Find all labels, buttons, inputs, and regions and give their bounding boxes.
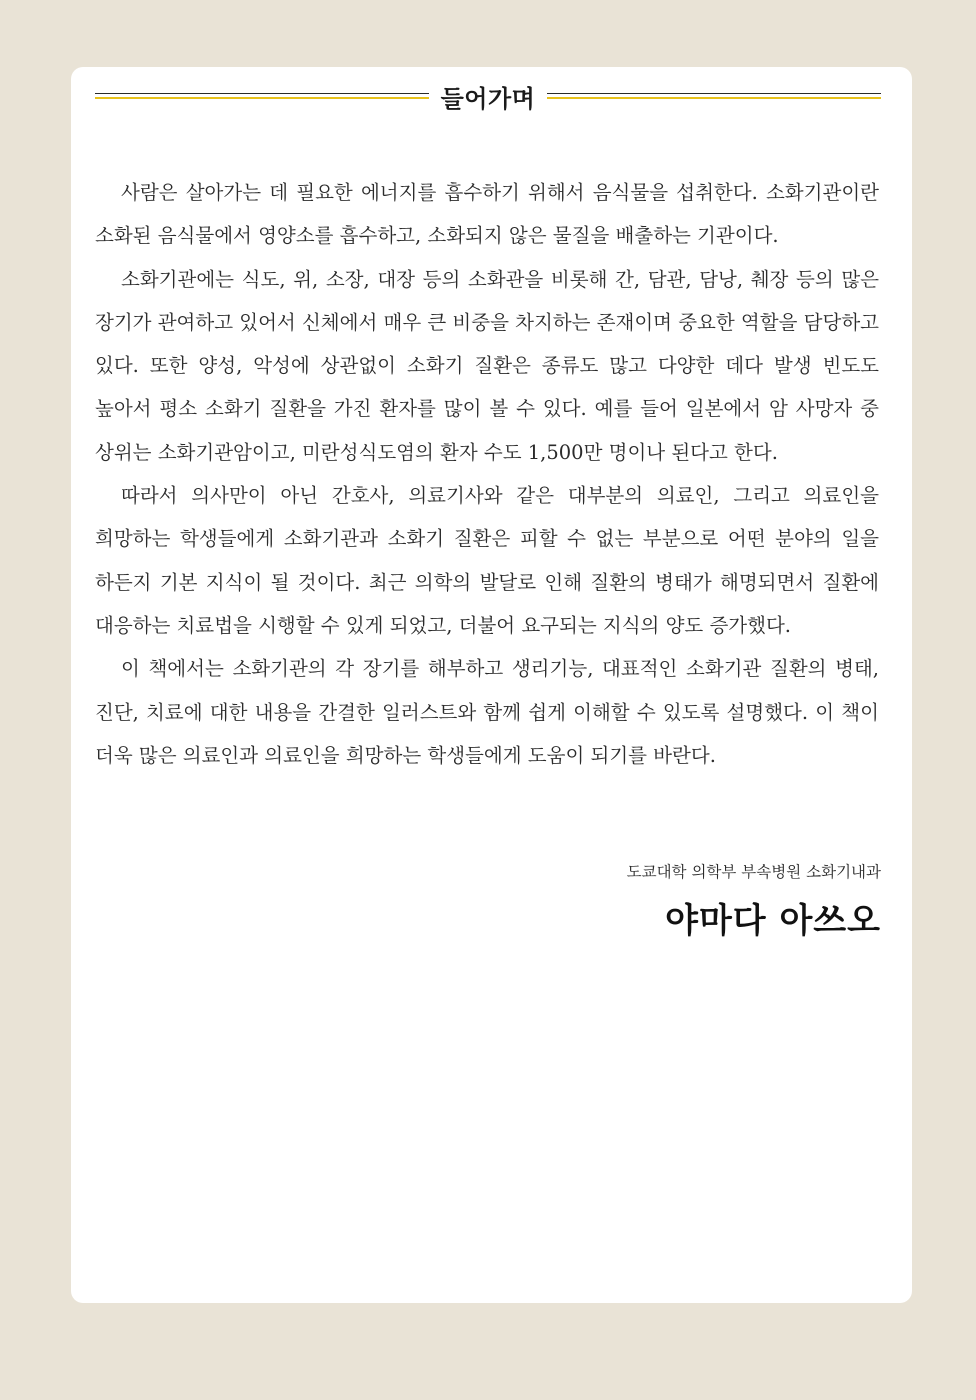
author-name: 야마다 아쓰오 xyxy=(665,901,881,941)
paragraph: 이 책에서는 소화기관의 각 장기를 해부하고 생리기능, 대표적인 소화기관 질환의 병태, 진단, 치료에 대한 내용을 간결한 일러스트와 함께 쉽게 이해할 수 있도록 설명했다. 이 책이 더욱 많은 의료인과 의료인을 희망하는 학생들에게 도움이 되기를 바란다. xyxy=(95,657,879,767)
heading-rule-left xyxy=(95,93,429,99)
section-heading xyxy=(95,81,881,111)
paragraph: 소화기관에는 식도, 위, 소장, 대장 등의 소화관을 비롯해 간, 담관, 담낭, 췌장 등의 많은 장기가 관여하고 있어서 신체에서 매우 큰 비중을 차지하는 존재이며 중요한 역할을 담당하고 있다. 또한 양성, 악성에 상관없이 소화기 질환은 종류도 많고 다양한 데다 발생 빈도도 높아서 평소 소화기 질환을 가진 환자를 많이 볼 수 있다. 예를 들어 일본에서 암 사망자 중 상위는 소화기관암이고, 미란성식도염의 환자 수도 1,500만 명이나 된다고 한다. xyxy=(95,267,879,464)
page-card xyxy=(71,67,912,1303)
heading-rule-right xyxy=(547,93,881,99)
body-text xyxy=(95,171,879,777)
author-affiliation: 도쿄대학 의학부 부속병원 소화기내과 xyxy=(626,863,881,881)
paragraph: 사람은 살아가는 데 필요한 에너지를 흡수하기 위해서 음식물을 섭취한다. 소화기관이란 소화된 음식물에서 영양소를 흡수하고, 소화되지 않은 물질을 배출하는 기관이다. xyxy=(95,181,879,248)
paragraph: 따라서 의사만이 아닌 간호사, 의료기사와 같은 대부분의 의료인, 그리고 의료인을 희망하는 학생들에게 소화기관과 소화기 질환은 피할 수 없는 부분으로 어떤 분야의 일을 하든지 기본 지식이 될 것이다. 최근 의학의 발달로 인해 질환의 병태가 해명되면서 질환에 대응하는 치료법을 시행할 수 있게 되었고, 더불어 요구되는 지식의 양도 증가했다. xyxy=(95,484,879,637)
section-title: 들어가며 xyxy=(440,84,536,113)
